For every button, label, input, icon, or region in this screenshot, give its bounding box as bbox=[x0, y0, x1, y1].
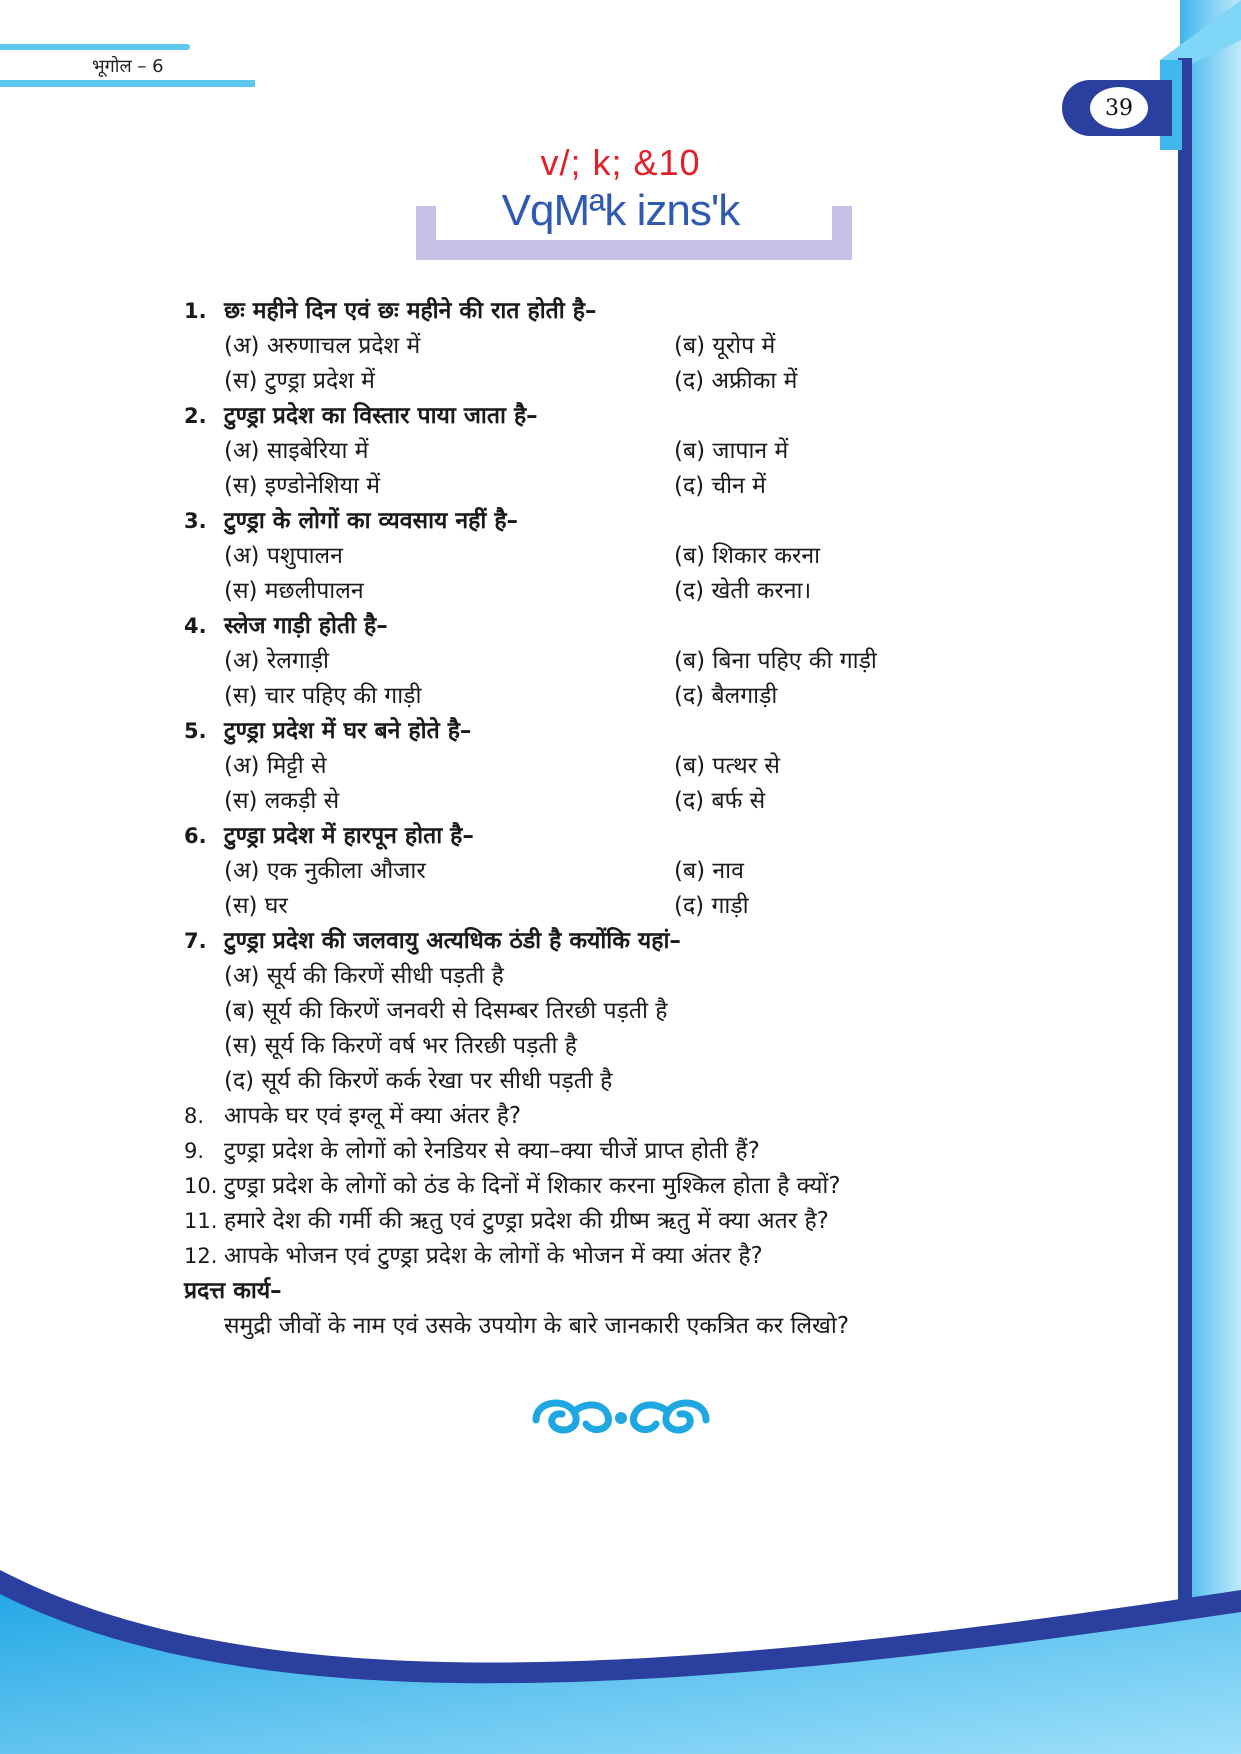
chapter-title: VqMªk izns'k bbox=[501, 186, 740, 235]
option-row bbox=[184, 469, 1054, 504]
option-row bbox=[184, 644, 1054, 679]
option-row bbox=[184, 434, 1054, 469]
task-heading: प्रदत्त कार्य– bbox=[184, 1278, 282, 1304]
option: (ब) शिकार करना bbox=[674, 543, 821, 569]
option: (स) मछलीपालन bbox=[224, 578, 364, 604]
header-accent-bar-top bbox=[0, 44, 190, 50]
question-label: टुण्ड्रा प्रदेश के लोगों को ठंड के दिनों में शिकार करना मुश्किल होता है क्यों? bbox=[224, 1173, 841, 1199]
question-number: 12. bbox=[184, 1244, 218, 1268]
option: (अ) सूर्य की किरणें सीधी पड़ती है bbox=[224, 963, 504, 989]
question-label: टुण्ड्रा प्रदेश की जलवायु अत्यधिक ठंडी है कयोंकि यहां– bbox=[224, 928, 681, 954]
task-body: समुद्री जीवों के नाम एवं उसके उपयोग के बारे जानकारी एकत्रित कर लिखो? bbox=[224, 1313, 850, 1339]
option-row bbox=[184, 329, 1054, 364]
question-label: टुण्ड्रा के लोगों का व्यवसाय नहीं है– bbox=[224, 508, 519, 534]
question-number: 5. bbox=[184, 719, 207, 743]
question-text bbox=[184, 714, 1054, 749]
option: (अ) पशुपालन bbox=[224, 543, 343, 569]
question-label: हमारे देश की गर्मी की ऋतु एवं टुण्ड्रा प्रदेश की ग्रीष्म ऋतु में क्या अतर है? bbox=[224, 1208, 829, 1234]
option: (द) सूर्य की किरणें कर्क रेखा पर सीधी पड़ती है bbox=[224, 1068, 613, 1094]
question-block bbox=[184, 294, 1054, 399]
subject-label: भूगोल – 6 bbox=[92, 56, 164, 77]
question-block bbox=[184, 609, 1054, 714]
question-label: छः महीने दिन एवं छः महीने की रात होती है– bbox=[224, 298, 597, 324]
option: (अ) अरुणाचल प्रदेश में bbox=[224, 333, 421, 359]
option-row bbox=[184, 854, 1054, 889]
question-label: आपके घर एवं इग्लू में क्या अंतर है? bbox=[224, 1103, 522, 1129]
ornament-divider bbox=[0, 1390, 1241, 1452]
question-text bbox=[184, 609, 1054, 644]
question-number: 9. bbox=[184, 1139, 205, 1163]
question-text bbox=[184, 294, 1054, 329]
short-question bbox=[184, 1204, 1054, 1239]
question-block bbox=[184, 714, 1054, 819]
option: (द) चीन में bbox=[674, 473, 766, 499]
option: (स) इण्डोनेशिया में bbox=[224, 473, 381, 499]
question-label: टुण्ड्रा प्रदेश में घर बने होते है– bbox=[224, 718, 472, 744]
question-label: स्लेज गाड़ी होती है– bbox=[224, 613, 388, 639]
question-number: 2. bbox=[184, 404, 207, 428]
option-row bbox=[184, 574, 1054, 609]
option: (अ) एक नुकीला औजार bbox=[224, 858, 426, 884]
option: (द) अफ्रीका में bbox=[674, 368, 798, 394]
option-row bbox=[184, 539, 1054, 574]
option: (ब) नाव bbox=[674, 858, 744, 884]
question-block bbox=[184, 819, 1054, 924]
option: (द) गाड़ी bbox=[674, 893, 749, 919]
exercise-questions bbox=[184, 294, 1054, 1344]
bottom-wave-decoration bbox=[0, 1550, 1241, 1754]
question-number: 7. bbox=[184, 929, 207, 953]
option: (द) खेती करना। bbox=[674, 578, 812, 604]
option: (ब) सूर्य की किरणें जनवरी से दिसम्बर तिरछी पड़ती है bbox=[224, 998, 668, 1024]
question-number: 4. bbox=[184, 614, 207, 638]
question-label: आपके भोजन एवं टुण्ड्रा प्रदेश के लोगों के भोजन में क्या अंतर है? bbox=[224, 1243, 763, 1269]
option: (ब) बिना पहिए की गाड़ी bbox=[674, 648, 877, 674]
option: (स) टुण्ड्रा प्रदेश में bbox=[224, 368, 375, 394]
question-block bbox=[184, 924, 1054, 1099]
short-question bbox=[184, 1099, 1054, 1134]
option: (अ) मिट्टी से bbox=[224, 753, 327, 779]
question-label: टुण्ड्रा प्रदेश का विस्तार पाया जाता है– bbox=[224, 403, 538, 429]
question-text bbox=[184, 399, 1054, 434]
short-question bbox=[184, 1134, 1054, 1169]
right-edge-decoration bbox=[1050, 0, 1241, 1754]
option: (ब) जापान में bbox=[674, 438, 789, 464]
option-row bbox=[184, 364, 1054, 399]
short-question bbox=[184, 1169, 1054, 1204]
header-accent-bar-bottom bbox=[0, 80, 255, 87]
question-number: 6. bbox=[184, 824, 207, 848]
option: (स) लकड़ी से bbox=[224, 788, 340, 814]
question-number: 8. bbox=[184, 1104, 205, 1128]
short-question bbox=[184, 1239, 1054, 1274]
option: (ब) पत्थर से bbox=[674, 753, 780, 779]
question-block bbox=[184, 399, 1054, 504]
option: (ब) यूरोप में bbox=[674, 333, 776, 359]
option: (स) घर bbox=[224, 893, 288, 919]
question-number: 10. bbox=[184, 1174, 218, 1198]
option-row bbox=[184, 679, 1054, 714]
question-label: टुण्ड्रा प्रदेश में हारपून होता है– bbox=[224, 823, 474, 849]
ornament-icon bbox=[526, 1390, 716, 1440]
option: (अ) साइबेरिया में bbox=[224, 438, 369, 464]
option: (स) चार पहिए की गाड़ी bbox=[224, 683, 422, 709]
chapter-number: v/; k; &10 bbox=[540, 142, 701, 183]
option-row bbox=[184, 749, 1054, 784]
question-number: 11. bbox=[184, 1209, 218, 1233]
question-block bbox=[184, 504, 1054, 609]
question-number: 1. bbox=[184, 299, 207, 323]
question-text bbox=[184, 504, 1054, 539]
question-text bbox=[184, 924, 1054, 959]
option: (द) बर्फ से bbox=[674, 788, 766, 814]
option: (अ) रेलगाड़ी bbox=[224, 648, 329, 674]
page-number: 39 bbox=[1090, 87, 1148, 129]
question-number: 3. bbox=[184, 509, 207, 533]
option-row bbox=[184, 784, 1054, 819]
option: (द) बैलगाड़ी bbox=[674, 683, 778, 709]
question-label: टुण्ड्रा प्रदेश के लोगों को रेनडियर से क्या–क्या चीजें प्राप्त होती हैं? bbox=[224, 1138, 760, 1164]
option-row bbox=[184, 889, 1054, 924]
question-text bbox=[184, 819, 1054, 854]
option: (स) सूर्य कि किरणें वर्ष भर तिरछी पड़ती है bbox=[224, 1033, 578, 1059]
